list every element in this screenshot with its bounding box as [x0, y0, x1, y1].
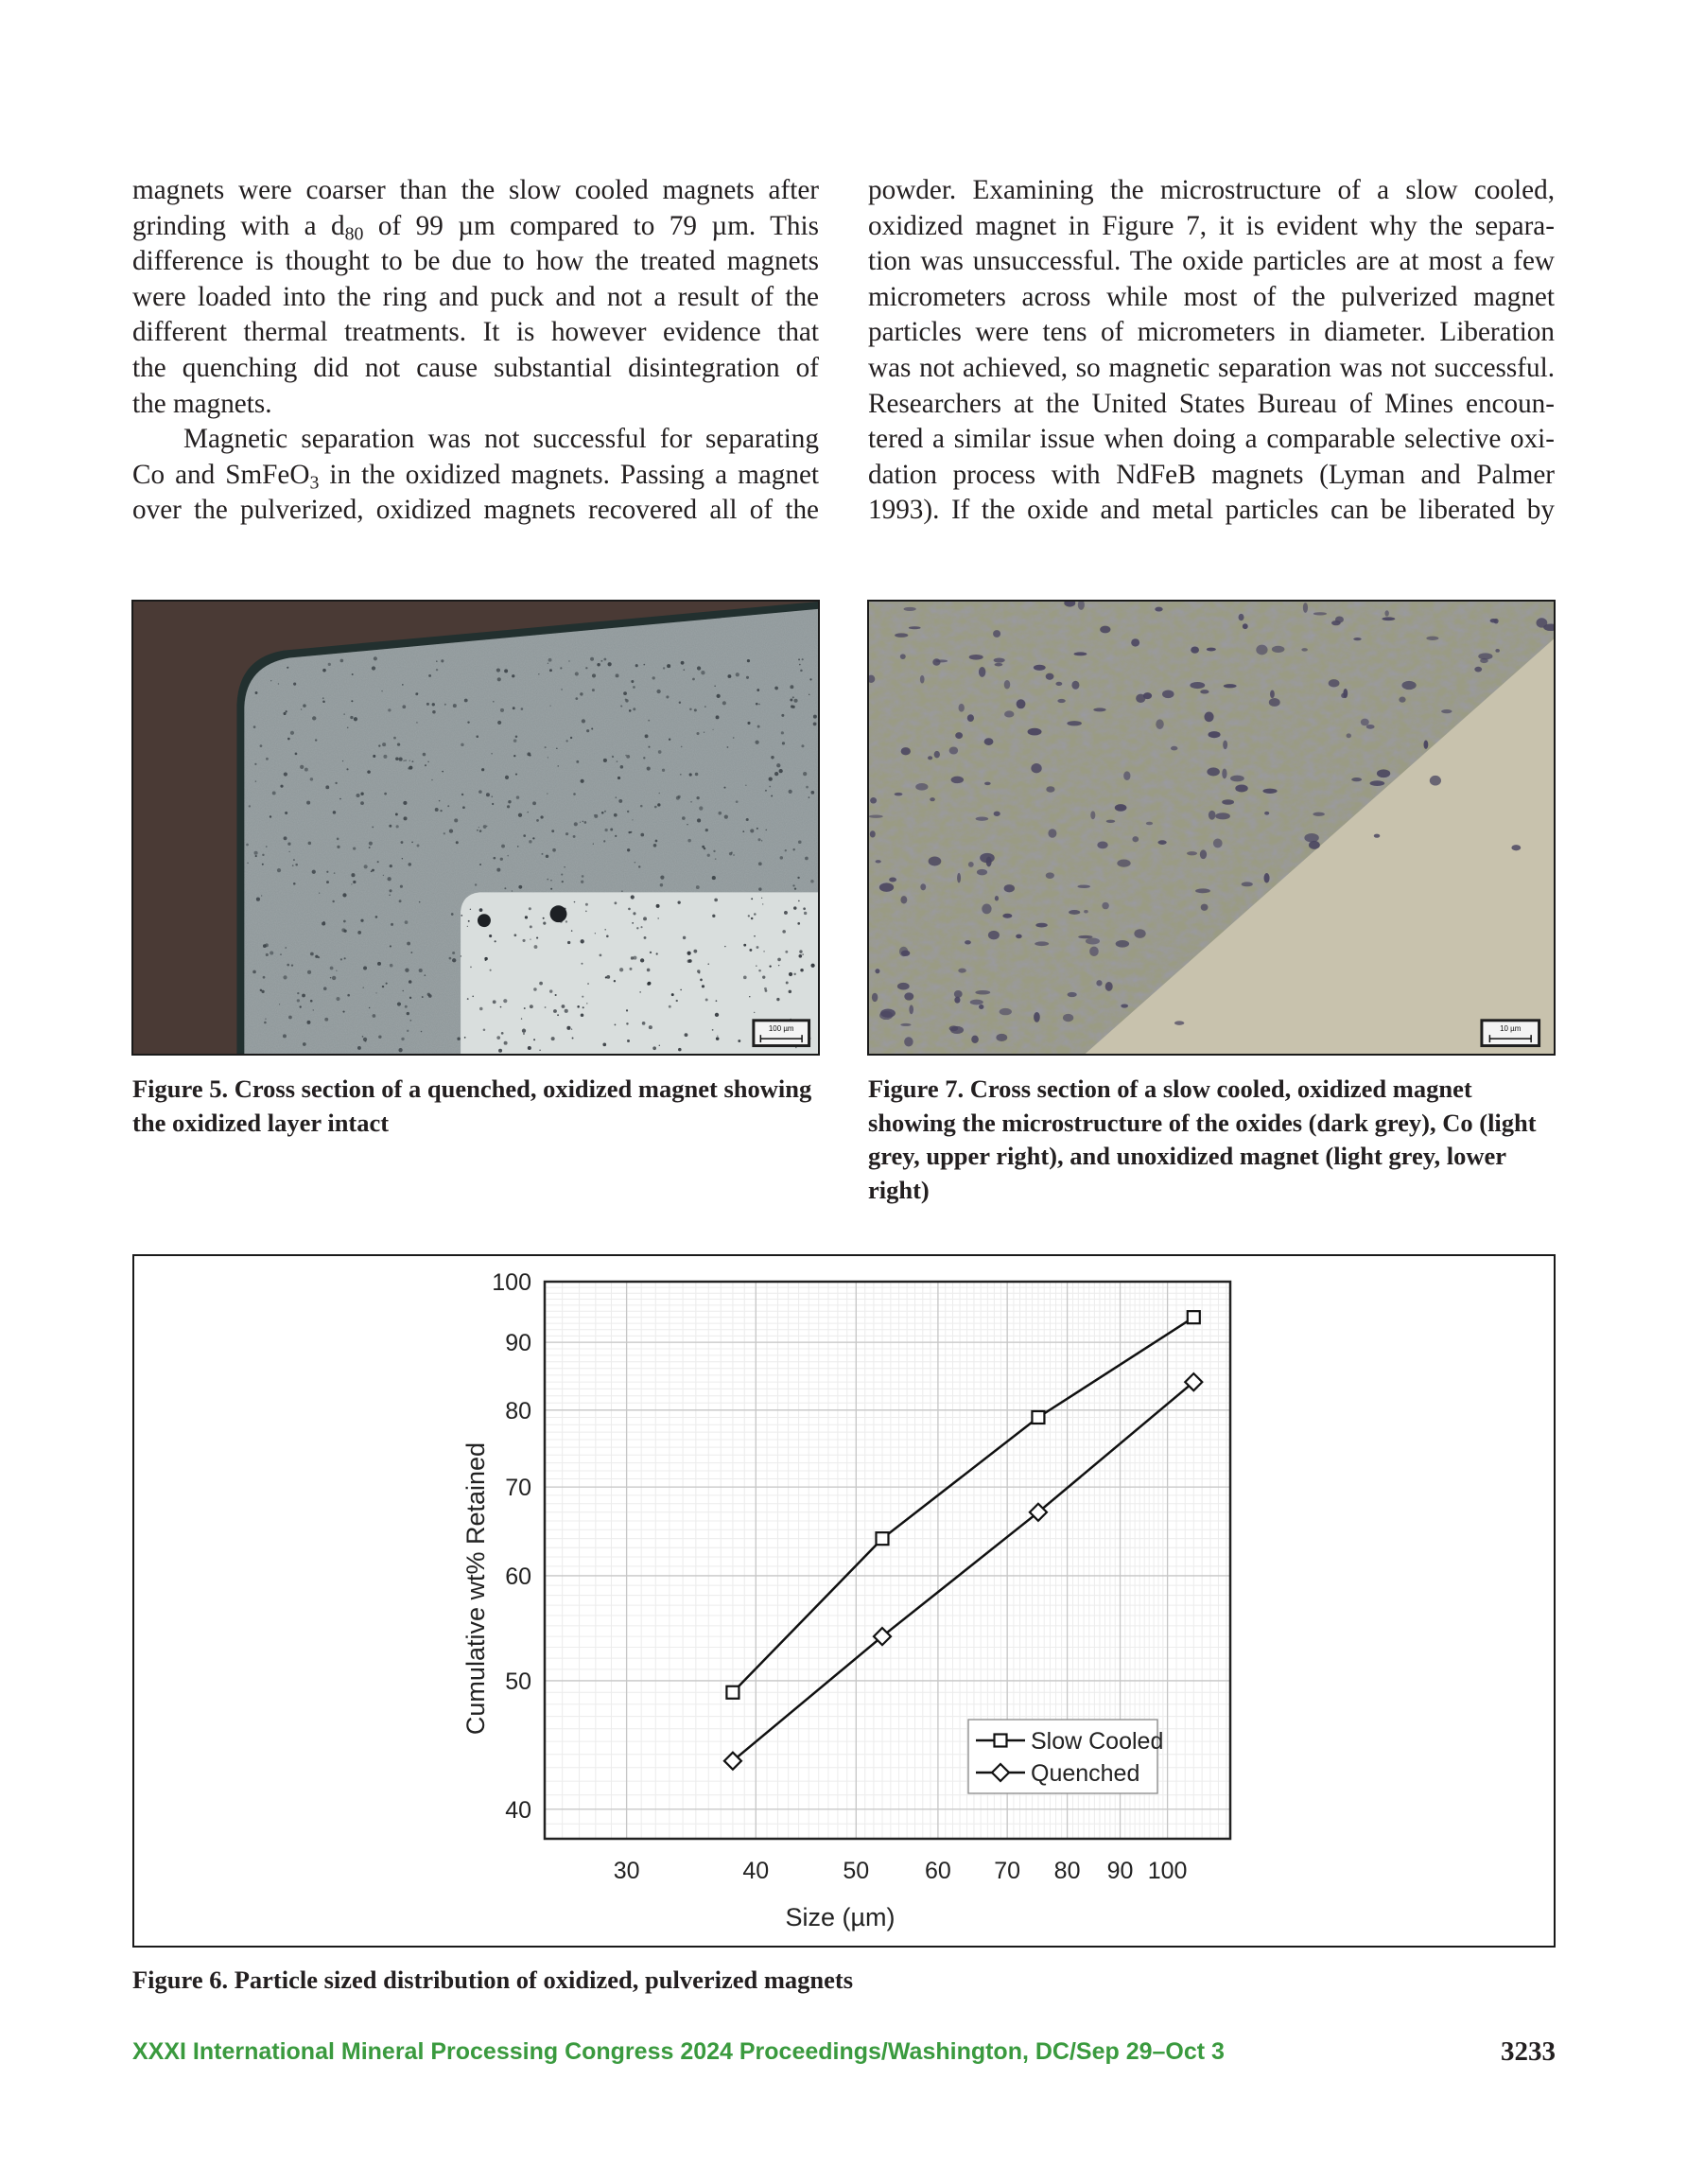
text-line: Magnetic separation was not successful for separating: [183, 424, 819, 455]
text-line: Researchers at the United States Bureau of Mines encoun-: [868, 388, 1555, 419]
text-line: was not achieved, so magnetic separation was not successful.: [868, 352, 1555, 383]
y-tick-label: 100: [492, 1269, 531, 1296]
text-line: dation process with NdFeB magnets (Lyman and Palmer: [868, 459, 1555, 490]
figure7-scale-label: 10 µm: [1500, 1024, 1522, 1034]
text-line: magnets were coarser than the slow cooled magnets after: [132, 175, 819, 205]
text-line: different thermal treatments. It is however evidence that: [132, 317, 819, 348]
x-tick-label: 100: [1147, 1858, 1188, 1884]
text-line: powder. Examining the microstructure of a slow cooled,: [868, 175, 1555, 205]
data-point-square: [726, 1686, 739, 1699]
footer-conference: XXXI International Mineral Processing Congress 2024 Proceedings/Washington, DC/Sep 29–Oct 3: [132, 2038, 1225, 2065]
x-tick-label: 30: [613, 1858, 640, 1884]
figure6-chart-frame: [132, 1254, 1556, 1948]
y-axis-label: Cumulative wt% Retained: [461, 1441, 490, 1736]
y-tick-label: 60: [505, 1563, 531, 1590]
figure6-caption: Figure 6. Particle sized distribution of oxidized, pulverized magnets: [132, 1966, 854, 1994]
text-line: grinding with a $d_{80}$ of 99 µm compared to 79 µm. This: [132, 210, 819, 245]
text-line: difference is thought to be due to how the treated magnets: [132, 246, 819, 277]
text-line: the quenching did not cause substantial disintegration of: [132, 352, 819, 383]
text-line: 1993). If the oxide and metal particles can be liberated by: [868, 495, 1555, 526]
text-line: Co and SmFeO$_3$ in the oxidized magnets. Passing a magnet: [132, 459, 820, 494]
text-line: micrometers across while most of the pulverized magnet: [868, 281, 1555, 312]
y-tick-label: 40: [505, 1796, 531, 1824]
y-tick-label: 80: [505, 1397, 531, 1424]
y-tick-label: 70: [505, 1475, 531, 1502]
data-point-square: [1188, 1311, 1200, 1323]
data-point-square: [1032, 1411, 1044, 1424]
y-tick-label: 50: [505, 1668, 531, 1695]
right-text-column: [868, 173, 1555, 529]
text-line: the magnets.: [132, 388, 272, 419]
text-line: oxidized magnet in Figure 7, it is evident why the separa-: [868, 210, 1555, 241]
x-tick-label: 60: [925, 1858, 951, 1884]
x-tick-label: 80: [1053, 1858, 1081, 1884]
legend-label: Slow Cooled: [1031, 1728, 1164, 1755]
x-tick-label: 50: [843, 1858, 870, 1884]
text-line: particles were tens of micrometers in diameter. Liberation: [868, 317, 1555, 348]
text-line: tered a similar issue when doing a comparable selective oxi-: [868, 424, 1555, 455]
legend-marker-square: [995, 1735, 1007, 1747]
text-line: over the pulverized, oxidized magnets recovered all of the: [132, 495, 819, 526]
figure7-caption: Figure 7. Cross section of a slow cooled, oxidized magnet showing the microstructure of the oxides (dark grey), Co (light grey, upper right), and unoxidized magnet (light grey, lower right): [868, 1075, 1537, 1204]
text-line: were loaded into the ring and puck and not a result of the: [132, 281, 819, 312]
figure5-image: [133, 602, 818, 1054]
legend-label: Quenched: [1031, 1760, 1140, 1787]
figure5-scale-label: 100 µm: [768, 1024, 794, 1034]
x-axis-label: Size (µm): [785, 1903, 896, 1931]
figure6-chart: [134, 1256, 1554, 1946]
x-tick-label: 90: [1106, 1858, 1134, 1884]
y-tick-label: 90: [505, 1330, 531, 1357]
figure5-caption: Figure 5. Cross section of a quenched, oxidized magnet showing the oxidized layer intact: [132, 1075, 812, 1137]
left-text-column: [132, 173, 819, 529]
page-number: 3233: [1501, 2036, 1556, 2067]
x-tick-label: 70: [994, 1858, 1021, 1884]
figure7-micrograph: [867, 600, 1556, 1056]
x-tick-label: 40: [742, 1858, 770, 1884]
text-line: tion was unsuccessful. The oxide particles are at most a few: [868, 246, 1555, 277]
figure7-image: [869, 602, 1554, 1054]
data-point-square: [876, 1532, 888, 1545]
figure5-micrograph: [131, 600, 820, 1056]
